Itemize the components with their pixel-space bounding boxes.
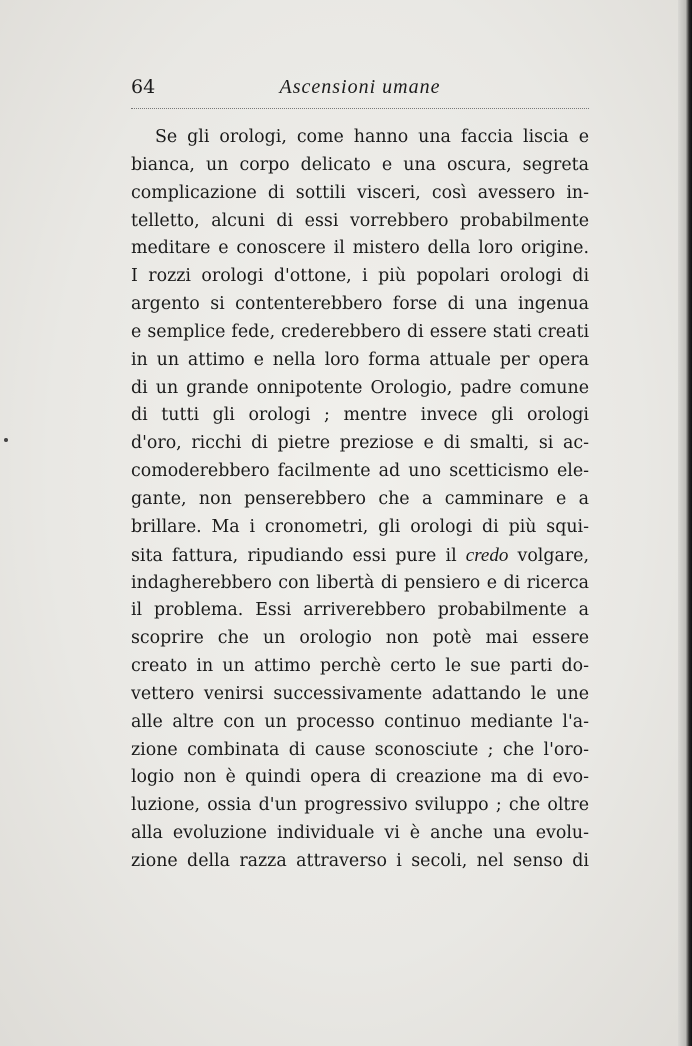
- text-line: d'oro, ricchi di pietre preziose e di smalti, si ac-: [131, 433, 589, 454]
- ink-speck: [4, 438, 8, 442]
- text-line: telletto, alcuni di essi vorrebbero probabilmente: [131, 210, 589, 231]
- text-segment: volgare,: [517, 545, 589, 566]
- text-line: I rozzi orologi d'ottone, i più popolari orologi di: [131, 266, 589, 287]
- page-number: 64: [131, 76, 156, 98]
- running-title: Ascensioni umane: [279, 76, 441, 98]
- page-edge-shadow: [678, 0, 692, 1046]
- text-line: e semplice fede, crederebbero di essere stati creati: [131, 321, 589, 342]
- text-line: scoprire che un orologio non potè mai essere: [131, 628, 589, 649]
- text-line: luzione, ossia d'un progressivo sviluppo ; che oltre: [131, 795, 589, 816]
- text-line: indagherebbero con libertà di pensiero e di ricerca: [131, 572, 589, 593]
- text-line: il problema. Essi arriverebbero probabilmente a: [131, 600, 589, 621]
- body-paragraph: [131, 124, 589, 876]
- text-line: Se gli orologi, come hanno una faccia liscia e: [155, 127, 589, 147]
- page-header: [131, 76, 589, 109]
- italic-word: credo: [465, 544, 509, 566]
- text-line: logio non è quindi opera di creazione ma di evo-: [131, 767, 589, 788]
- text-line: creato in un attimo perchè certo le sue parti do-: [131, 656, 589, 677]
- text-line: argento si contenterebbero forse di una ingenua: [131, 294, 589, 315]
- text-line-with-italic: [131, 542, 589, 570]
- text-line: bianca, un corpo delicato e una oscura, segreta: [131, 154, 589, 175]
- text-line: brillare. Ma i cronometri, gli orologi di più squi-: [131, 516, 589, 537]
- text-line: di tutti gli orologi ; mentre invece gli orologi: [131, 405, 589, 426]
- text-line: zione combinata di cause sconosciute ; che l'oro-: [131, 739, 589, 760]
- text-line: vettero venirsi successivamente adattando le une: [131, 683, 589, 704]
- text-line: gante, non penserebbero che a camminare e a: [131, 488, 589, 509]
- text-line: in un attimo e nella loro forma attuale per opera: [131, 349, 589, 370]
- text-line: di un grande onnipotente Orologio, padre comune: [131, 377, 589, 398]
- text-line: alle altre con un processo continuo mediante l'a-: [131, 711, 589, 732]
- text-line: comoderebbero facilmente ad uno scetticismo ele-: [131, 461, 589, 482]
- text-line: alla evoluzione individuale vi è anche una evolu-: [131, 823, 589, 844]
- text-segment: sita fattura, ripudiando essi pure il: [131, 545, 457, 566]
- text-line: meditare e conoscere il mistero della loro origine.: [131, 238, 589, 259]
- text-line: zione della razza attraverso i secoli, nel senso di: [131, 850, 589, 871]
- text-line: complicazione di sottili visceri, così avessero in-: [131, 182, 589, 203]
